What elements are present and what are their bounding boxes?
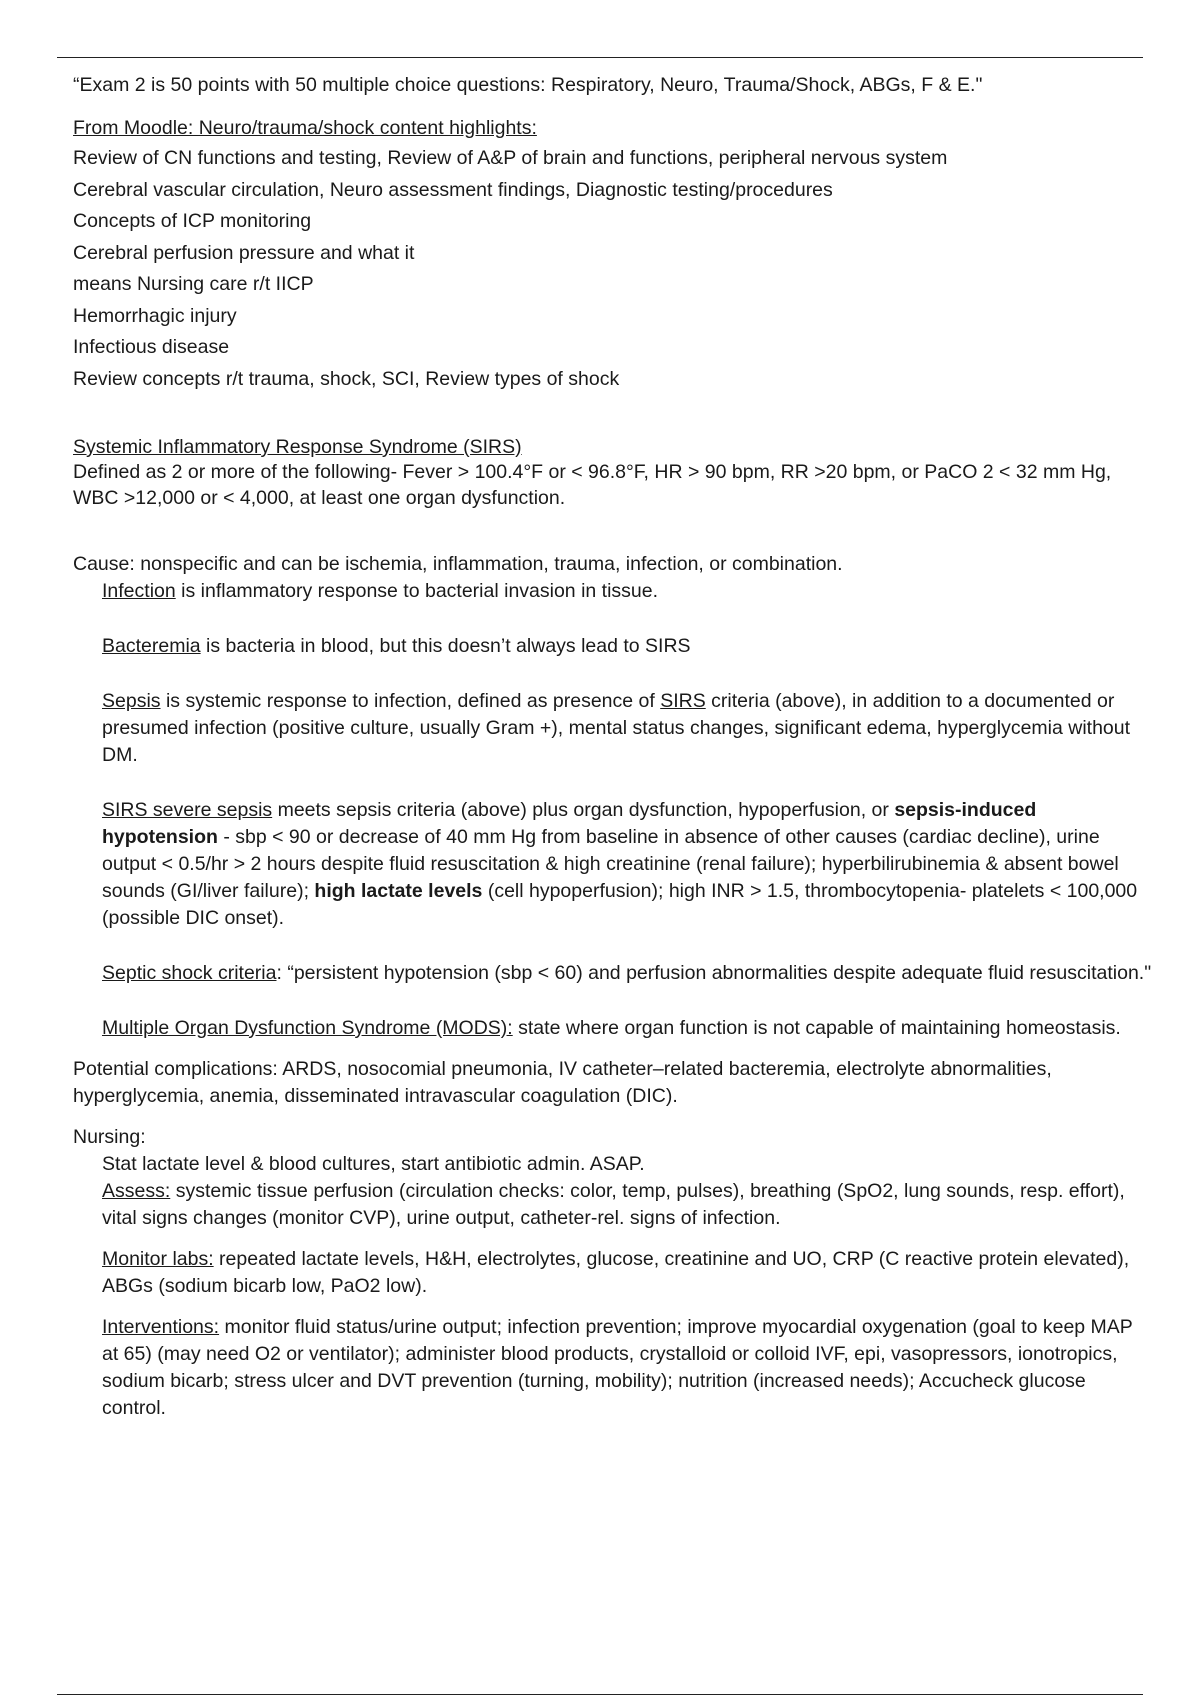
sirs-definition: Defined as 2 or more of the following- Fever > 100.4°F or < 96.8°F, HR > 90 bpm, RR >20 bpm, or PaCO 2 < 32 mm Hg, WBC >12,000 or < 4,000, at least one organ dysfunction.	[73, 461, 1112, 509]
interventions-term: Interventions:	[102, 1316, 220, 1338]
moodle-section	[73, 115, 1153, 395]
document-page	[73, 72, 1153, 1422]
nursing-assess	[73, 1178, 1153, 1232]
moodle-line: means Nursing care r/t IICP	[73, 273, 314, 295]
moodle-line: Concepts of ICP monitoring	[73, 210, 312, 232]
nursing-labs	[73, 1246, 1153, 1300]
labs-text: repeated lactate levels, H&H, electrolytes, glucose, creatinine and UO, CRP (C reactive protein elevated), ABGs (sodium bicarb low, PaO2 low).	[102, 1248, 1130, 1297]
severe-sepsis-text: - sbp < 90 or decrease of 40 mm Hg from baseline in absence of other causes (cardiac decline), urine output < 0.5/hr > 2 hours despite fluid resuscitation & high creatinine (renal failure); hyperbilirubinemia & absent bowel sounds (GI/liver failure);	[102, 826, 1119, 902]
nursing-label: Nursing:	[73, 1126, 146, 1148]
assess-text: systemic tissue perfusion (circulation checks: color, temp, pulses), breathing (SpO2, lung sounds, resp. effort), vital signs changes (monitor CVP), urine output, catheter-rel. signs of infection.	[102, 1180, 1125, 1229]
severe-sepsis-text: (cell hypoperfusion); high INR > 1.5, thrombocytopenia- platelets < 100,000 (possible DIC onset).	[102, 880, 1138, 929]
sepsis-term: Sepsis	[102, 690, 161, 712]
mods-term: Multiple Organ Dysfunction Syndrome (MODS):	[102, 1017, 513, 1039]
bacteremia-text: is bacteria in blood, but this doesn’t always lead to SIRS	[200, 635, 691, 657]
moodle-line: Review concepts r/t trauma, shock, SCI, Review types of shock	[73, 367, 620, 390]
bacteremia-def	[73, 633, 1153, 660]
labs-term: Monitor labs:	[102, 1248, 214, 1270]
septic-shock-def	[73, 960, 1153, 987]
bacteremia-term: Bacteremia	[102, 635, 201, 657]
septic-shock-term: Septic shock criteria	[102, 962, 277, 984]
nursing-stat: Stat lactate level & blood cultures, start antibiotic admin. ASAP.	[102, 1153, 645, 1175]
infection-term: Infection	[102, 580, 176, 602]
severe-sepsis-text: meets sepsis criteria (above) plus organ dysfunction, hypoperfusion, or	[272, 799, 895, 821]
severe-sepsis-def	[73, 797, 1153, 932]
mods-text: state where organ function is not capable of maintaining homeostasis.	[512, 1017, 1121, 1039]
moodle-line: Cerebral vascular circulation, Neuro assessment findings, Diagnostic testing/procedures	[73, 178, 833, 201]
infection-text: is inflammatory response to bacterial invasion in tissue.	[175, 580, 659, 602]
top-rule	[57, 57, 1143, 58]
exam-quote: “Exam 2 is 50 points with 50 multiple choice questions: Respiratory, Neuro, Trauma/Shock, ABGs, F & E."	[73, 74, 983, 96]
severe-sepsis-term: SIRS severe sepsis	[102, 799, 273, 821]
sirs-reference: SIRS	[660, 690, 706, 712]
sepsis-text: is systemic response to infection, defined as presence of	[160, 690, 661, 712]
interventions-text: monitor fluid status/urine output; infection prevention; improve myocardial oxygenation (goal to keep MAP at 65) (may need O2 or ventilator); administer blood products, crystalloid or colloid IVF, epi, vasopressors, ionotropics, sodium bicarb; stress ulcer and DVT prevention (turning, mobility); nutrition (increased needs); Accucheck glucose control.	[102, 1316, 1133, 1419]
moodle-line: Review of CN functions and testing, Review of A&P of brain and functions, peripheral nervous system	[73, 147, 948, 169]
infection-def	[73, 578, 1153, 605]
moodle-heading: From Moodle: Neuro/trauma/shock content highlights:	[73, 117, 537, 139]
sirs-heading: Systemic Inflammatory Response Syndrome (SIRS)	[73, 436, 522, 458]
bottom-rule	[57, 1694, 1143, 1695]
mods-def	[73, 1015, 1153, 1042]
assess-term: Assess:	[102, 1180, 171, 1202]
moodle-line: Cerebral perfusion pressure and what it	[73, 241, 415, 264]
sepsis-def	[73, 688, 1153, 769]
moodle-line: Hemorrhagic injury	[73, 304, 237, 327]
sepsis-induced-hypotension: sepsis-induced hypotension	[102, 799, 1037, 848]
complications-text: Potential complications: ARDS, nosocomial pneumonia, IV catheter–related bacteremia, electrolyte abnormalities, hyperglycemia, anemia, disseminated intravascular coagulation (DIC).	[73, 1058, 1052, 1107]
septic-shock-text: : “persistent hypotension (sbp < 60) and perfusion abnormalities despite adequate fluid resuscitation."	[276, 962, 1152, 984]
nursing-interventions	[73, 1314, 1153, 1422]
moodle-line: Infectious disease	[73, 336, 230, 358]
cause-text: Cause: nonspecific and can be ischemia, inflammation, trauma, infection, or combination.	[73, 553, 843, 575]
sepsis-text: criteria (above), in addition to a documented or presumed infection (positive culture, usually Gram +), mental status changes, significant edema, hyperglycemia without DM.	[102, 690, 1131, 766]
high-lactate-levels: high lactate levels	[314, 880, 483, 902]
